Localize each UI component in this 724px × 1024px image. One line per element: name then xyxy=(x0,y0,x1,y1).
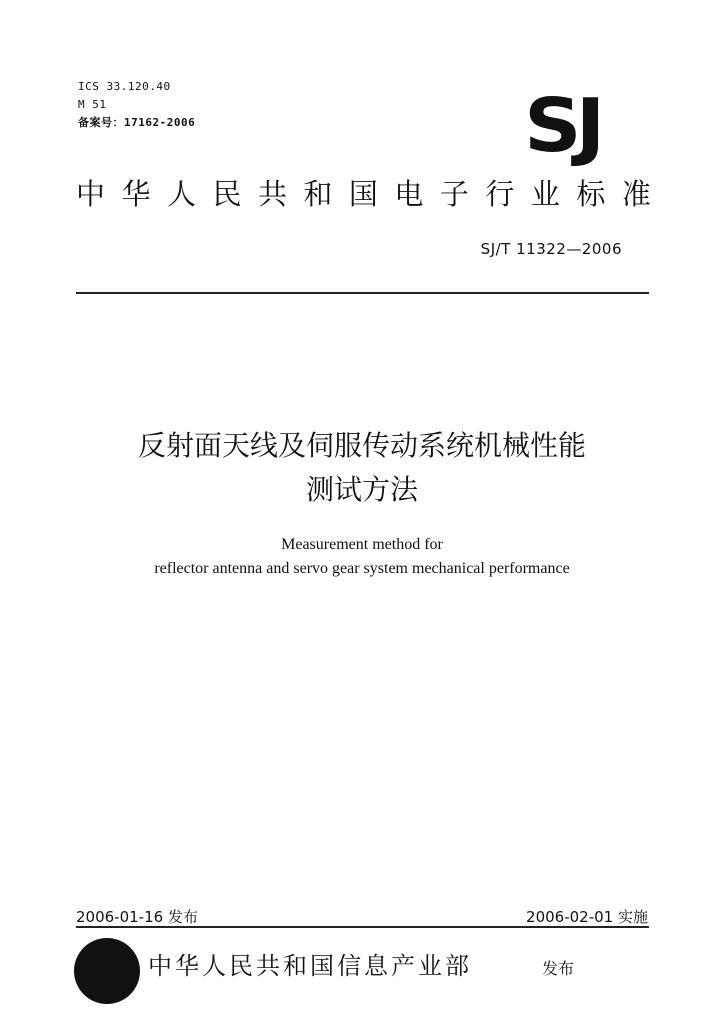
title-char: 中 xyxy=(76,177,106,211)
classification-code: M 51 xyxy=(78,98,107,111)
ministry-seal xyxy=(74,938,140,1004)
title-char: 国 xyxy=(348,177,378,211)
title-char: 华 xyxy=(121,177,151,211)
footer-divider xyxy=(76,926,649,928)
title-char: 电 xyxy=(394,177,424,211)
header-divider xyxy=(76,292,649,294)
standard-code: SJ/T 11322—2006 xyxy=(480,240,622,258)
publisher-name: 中华人民共和国信息产业部 xyxy=(148,952,472,980)
ics-code: ICS 33.120.40 xyxy=(78,80,171,93)
record-number: 备案号：17162-2006 xyxy=(78,116,196,129)
title-char: 标 xyxy=(576,177,606,211)
title-char: 业 xyxy=(530,177,560,211)
title-char: 民 xyxy=(212,177,242,211)
effective-date: 2006-02-01 实施 xyxy=(526,908,648,926)
publisher-suffix: 发布 xyxy=(542,959,575,978)
chinese-title-line2: 测试方法 xyxy=(305,473,418,506)
standard-category-title xyxy=(76,176,651,212)
title-char: 行 xyxy=(485,177,515,211)
english-title-line2: reflector antenna and servo gear system mechanical performance xyxy=(154,560,570,577)
title-char: 准 xyxy=(621,177,651,211)
sj-logo: SJ xyxy=(524,82,600,169)
title-char: 共 xyxy=(257,177,287,211)
title-char: 子 xyxy=(439,177,469,211)
title-char: 和 xyxy=(303,177,333,211)
issue-date: 2006-01-16 发布 xyxy=(76,908,198,926)
title-char: 人 xyxy=(166,177,196,211)
chinese-title-line1: 反射面天线及伺服传动系统机械性能 xyxy=(137,429,586,462)
english-title-line1: Measurement method for xyxy=(281,536,443,553)
